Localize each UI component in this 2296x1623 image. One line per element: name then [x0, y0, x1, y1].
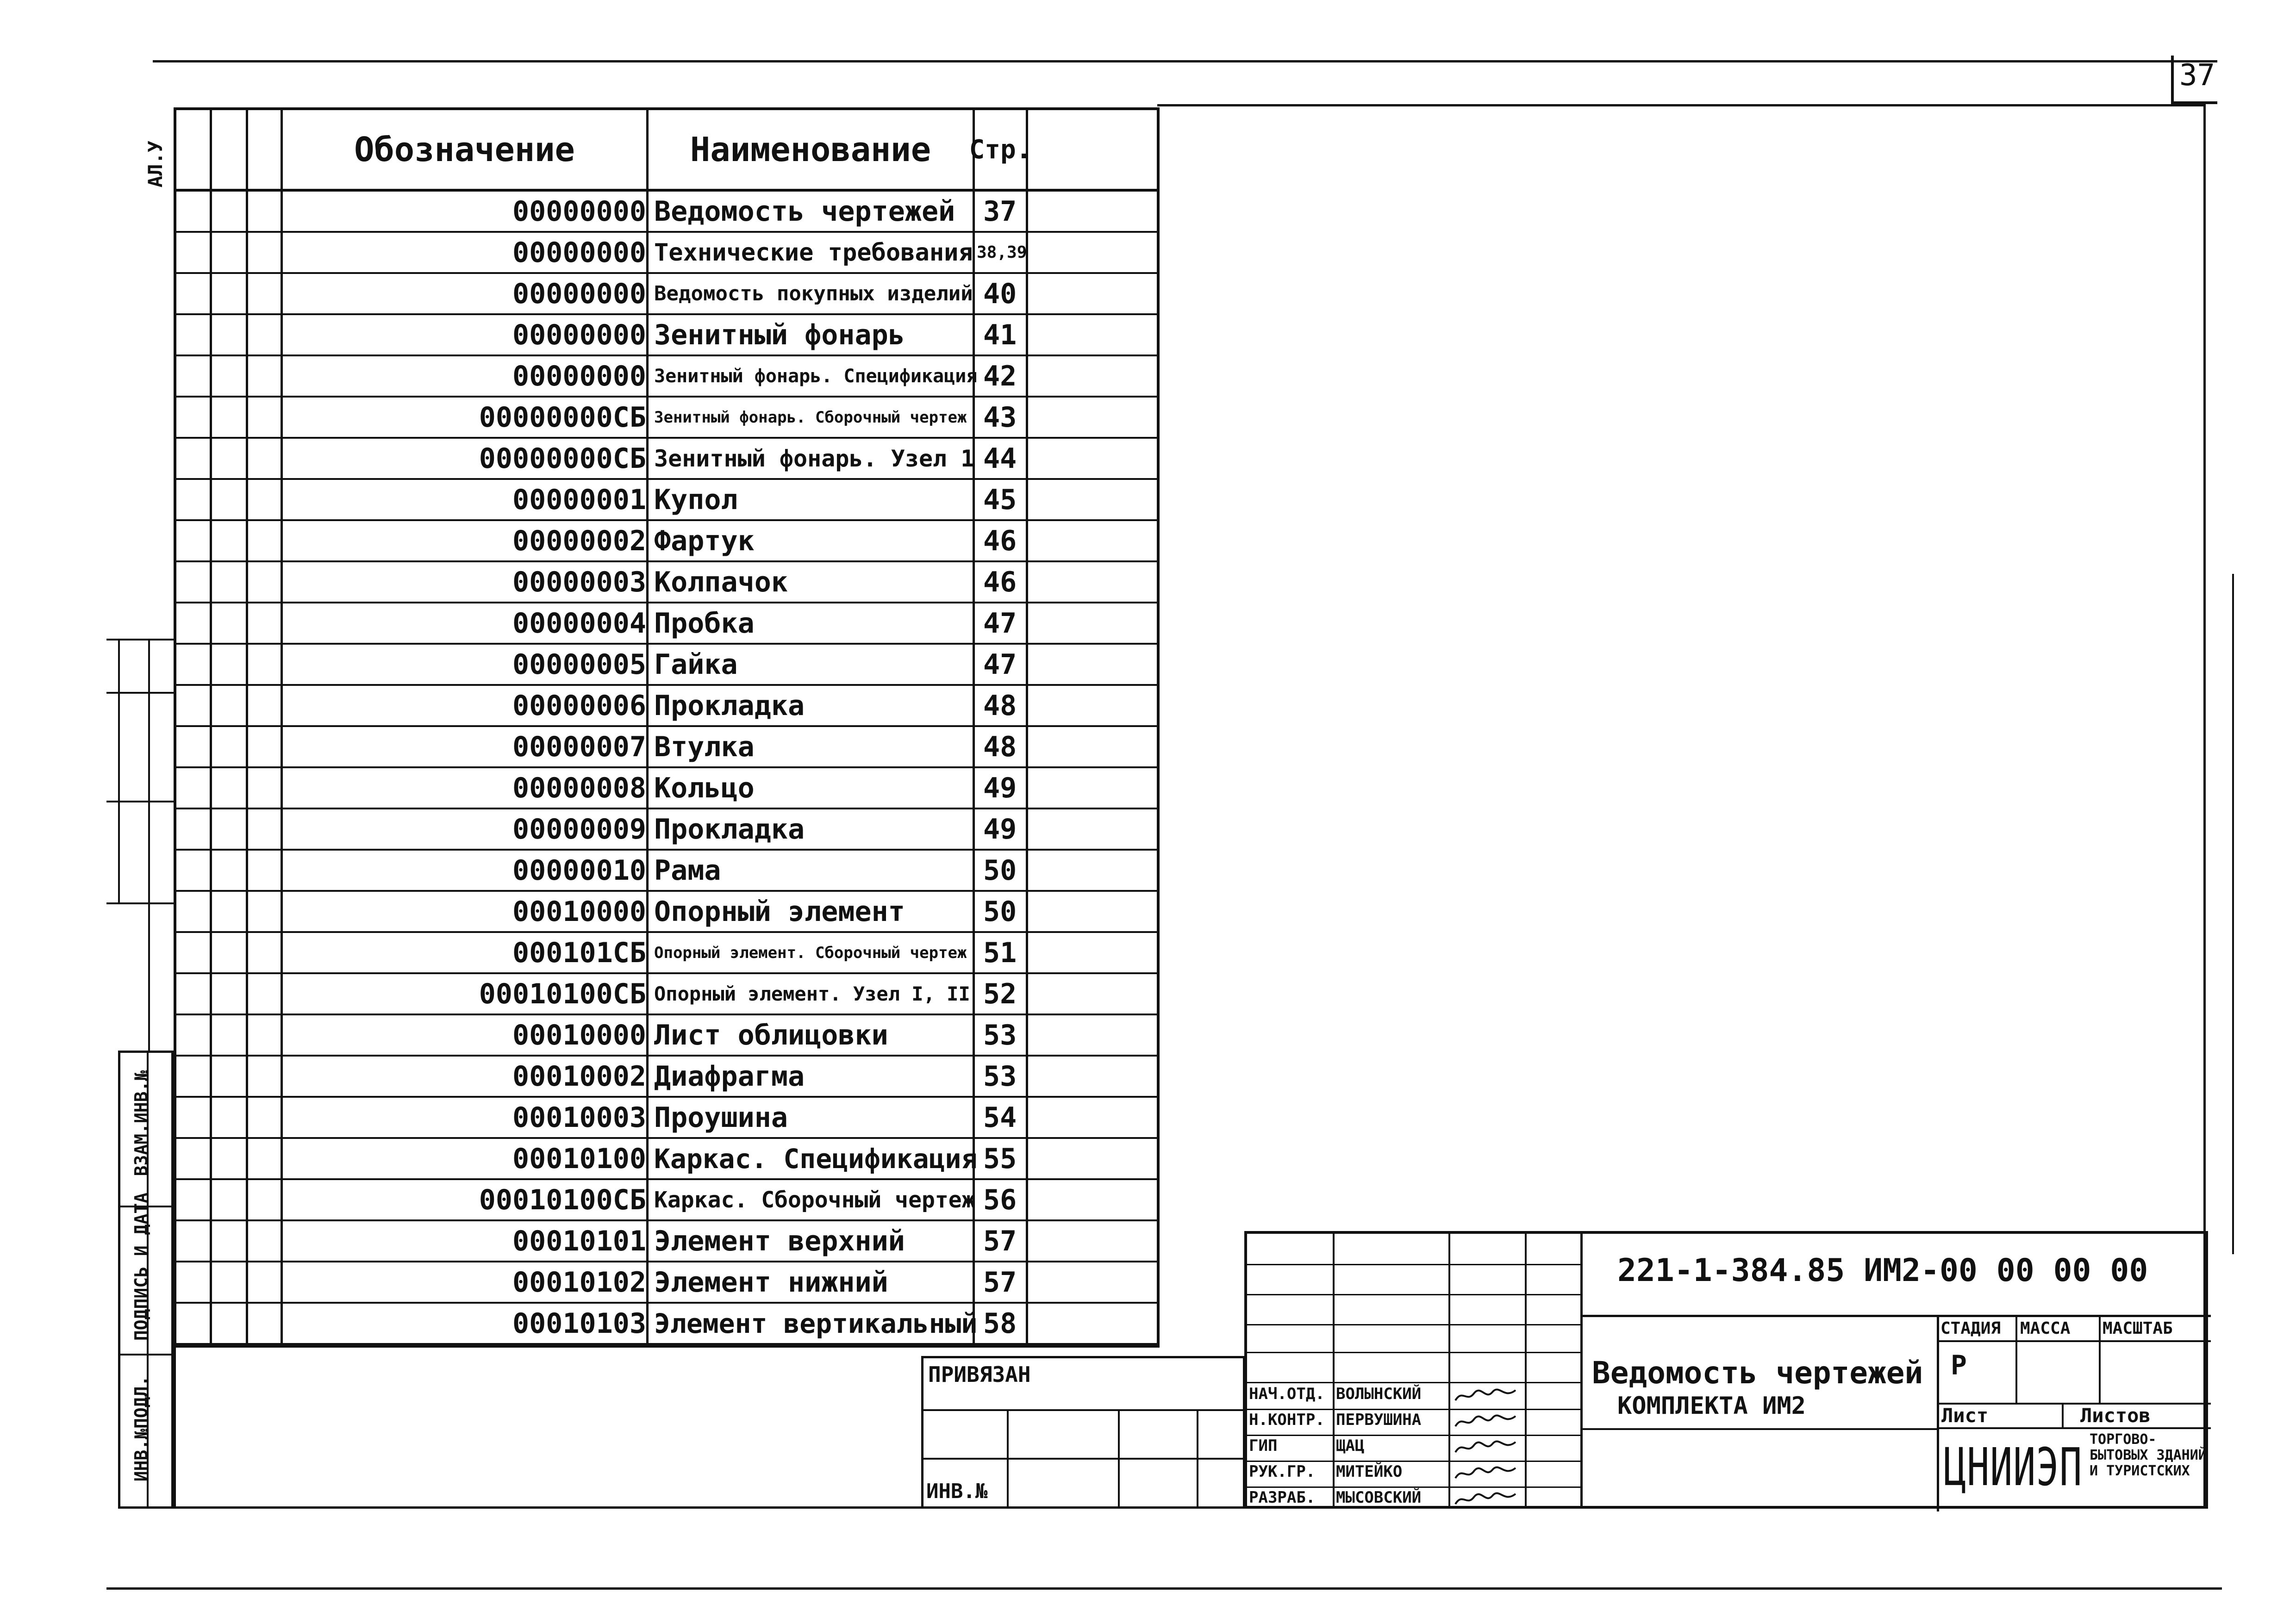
row-code: 00010000	[512, 895, 646, 928]
row-page: 53	[983, 1019, 1017, 1051]
signature-row-line	[1247, 1486, 1580, 1488]
margin-vertical	[148, 639, 150, 1051]
row-code: 00000000	[512, 195, 646, 228]
row-page: 55	[983, 1142, 1017, 1175]
table-row	[176, 768, 1157, 809]
signature-name: ВОЛЫНСКИЙ	[1336, 1385, 1422, 1403]
header-code: Обозначение	[354, 130, 575, 169]
row-page: 45	[983, 483, 1017, 516]
row-name: Втулка	[654, 730, 755, 763]
register-header	[176, 110, 1157, 192]
row-page: 53	[983, 1060, 1017, 1093]
org-name: ТОРГОВО-БЫТОВЫХ ЗДАНИЙ И ТУРИСТСКИХ	[2090, 1431, 2207, 1479]
tb-stage-line	[1937, 1427, 2211, 1429]
row-name: Ведомость покупных изделий	[654, 282, 973, 305]
row-name: Купол	[654, 483, 738, 516]
row-name: Лист облицовки	[654, 1019, 888, 1051]
row-page: 50	[983, 895, 1017, 928]
row-page: 47	[983, 648, 1017, 681]
title-line2: КОМПЛЕКТА ИМ2	[1617, 1392, 1806, 1420]
row-page: 48	[983, 730, 1017, 763]
tb-title-divider	[1937, 1315, 1939, 1511]
row-page: 38,39	[977, 243, 1027, 262]
margin-tick	[106, 902, 174, 904]
row-name: Зенитный фонарь	[654, 318, 905, 351]
signature-row-line	[1247, 1461, 1580, 1462]
row-name: Зенитный фонарь. Спецификация	[654, 365, 978, 387]
tb-stage-line	[1937, 1340, 2211, 1342]
row-page: 52	[983, 977, 1017, 1010]
row-page: 54	[983, 1101, 1017, 1134]
signature-name: ЩАЦ	[1336, 1436, 1365, 1455]
row-name: Элемент верхний	[654, 1225, 905, 1257]
row-code: 00000000	[512, 360, 646, 392]
row-name: Пробка	[654, 607, 755, 640]
table-row	[176, 1057, 1157, 1098]
row-code: 00000006	[512, 689, 646, 722]
signature-name: МИТЕЙКО	[1336, 1462, 1403, 1481]
row-page: 40	[983, 277, 1017, 310]
tb-divider	[1525, 1234, 1527, 1506]
row-code: 00000000	[512, 236, 646, 269]
margin-tick	[106, 639, 174, 640]
margin-vertical	[118, 639, 120, 902]
row-name: Кольцо	[654, 771, 755, 804]
title-line1: Ведомость чертежей	[1592, 1355, 1923, 1391]
row-name: Опорный элемент. Сборочный чертеж	[654, 943, 967, 962]
signature-role: НАЧ.ОТД.	[1249, 1385, 1325, 1403]
row-code: 00010002	[512, 1060, 646, 1093]
row-page: 42	[983, 360, 1017, 392]
frame-left-bottom	[174, 1344, 176, 1509]
row-page: 47	[983, 607, 1017, 640]
table-row	[176, 562, 1157, 603]
row-code: 000101СБ	[512, 936, 646, 969]
stamp-label-swap-inv: ВЗАМ.ИНВ.№	[131, 1070, 151, 1176]
binding-label: ПРИВЯЗАН	[928, 1362, 1031, 1387]
title-block	[1244, 1231, 2208, 1509]
row-name: Ведомость чертежей	[654, 195, 955, 228]
row-code: 00000007	[512, 730, 646, 763]
row-page: 51	[983, 936, 1017, 969]
row-name: Элемент вертикальный	[654, 1307, 978, 1339]
signature-name: МЫСОВСКИЙ	[1336, 1488, 1422, 1507]
table-row	[176, 686, 1157, 727]
table-row	[176, 974, 1157, 1015]
row-page: 57	[983, 1225, 1017, 1257]
side-stamp	[118, 1051, 174, 1509]
row-code: 00000010	[512, 854, 646, 887]
margin-tick	[106, 692, 174, 694]
tb-row-line	[1247, 1382, 1580, 1383]
row-name: Проушина	[654, 1101, 788, 1134]
handwritten-signature	[1453, 1490, 1518, 1509]
row-page: 56	[983, 1183, 1017, 1216]
table-row	[176, 1098, 1157, 1139]
sheet-label: Лист	[1941, 1404, 1989, 1427]
frame-outer-mark	[2232, 574, 2234, 1254]
row-code: 00000005	[512, 648, 646, 681]
row-page: 49	[983, 771, 1017, 804]
row-name: Опорный элемент	[654, 895, 905, 928]
page-number: 37	[2179, 58, 2215, 93]
row-name: Прокладка	[654, 689, 805, 722]
handwritten-signature	[1453, 1412, 1518, 1431]
table-row	[176, 1015, 1157, 1057]
stamp-label-signature-date: ПОДПИСЬ И ДАТА	[131, 1192, 151, 1341]
handwritten-signature	[1453, 1387, 1518, 1405]
row-name: Каркас. Сборочный чертеж	[654, 1187, 975, 1213]
binding-inv-label: ИНВ.№	[926, 1480, 988, 1503]
tb-sheet-divider	[2062, 1403, 2064, 1428]
table-row	[176, 1221, 1157, 1262]
row-code: 00000009	[512, 813, 646, 846]
row-name: Прокладка	[654, 813, 805, 846]
table-row	[176, 1139, 1157, 1180]
row-name: Каркас. Спецификация	[654, 1143, 978, 1175]
tb-row-line	[1247, 1352, 1580, 1353]
table-row	[176, 398, 1157, 439]
row-name: Фартук	[654, 524, 755, 557]
table-row	[176, 521, 1157, 562]
stage-value: Р	[1951, 1349, 1967, 1381]
tb-row-line	[1247, 1264, 1580, 1265]
row-code: 00010102	[512, 1266, 646, 1299]
tb-divider	[1333, 1234, 1335, 1506]
tb-divider	[1580, 1234, 1583, 1506]
row-code: 00000003	[512, 566, 646, 598]
row-page: 50	[983, 854, 1017, 887]
table-row	[176, 192, 1157, 233]
tb-row-line	[1247, 1294, 1580, 1295]
table-row	[176, 356, 1157, 398]
row-page: 46	[983, 524, 1017, 557]
row-code: 00010003	[512, 1101, 646, 1134]
table-row	[176, 315, 1157, 356]
header-page: Стр.	[969, 134, 1032, 165]
row-page: 41	[983, 318, 1017, 351]
row-page: 37	[983, 195, 1017, 228]
row-name: Колпачок	[654, 566, 788, 598]
mass-label: МАССА	[2020, 1319, 2071, 1338]
tb-stage-divider	[2015, 1315, 2017, 1403]
table-row	[176, 233, 1157, 274]
stamp-label-inv-original: ИНВ.№ПОДЛ.	[131, 1375, 151, 1482]
row-name: Рама	[654, 854, 721, 887]
row-page: 43	[983, 401, 1017, 434]
row-name: Зенитный фонарь. Узел 1	[654, 445, 975, 472]
handwritten-signature	[1453, 1464, 1518, 1483]
row-page: 48	[983, 689, 1017, 722]
tb-code-line	[1580, 1315, 2211, 1317]
row-code: 00010100СБ	[479, 1183, 646, 1216]
table-row	[176, 480, 1157, 521]
table-row	[176, 851, 1157, 892]
top-rule	[153, 60, 2217, 62]
signature-row-line	[1247, 1409, 1580, 1410]
tb-stage-divider	[2099, 1315, 2101, 1403]
row-code: 00010100	[512, 1142, 646, 1175]
signature-role: ГИП	[1249, 1436, 1278, 1455]
table-row	[176, 603, 1157, 645]
scale-label: МАСШТАБ	[2103, 1319, 2173, 1338]
row-code: 00000000СБ	[479, 401, 646, 434]
row-code: 00000000СБ	[479, 442, 646, 475]
row-code: 00000000	[512, 277, 646, 310]
bottom-rule	[106, 1587, 2222, 1590]
table-row	[176, 274, 1157, 315]
handwritten-signature	[1453, 1438, 1518, 1457]
row-code: 00000001	[512, 483, 646, 516]
margin-tick	[106, 801, 174, 802]
signature-role: Н.КОНТР.	[1249, 1411, 1325, 1429]
row-code: 00010100СБ	[479, 977, 646, 1010]
frame-top-edge	[1157, 104, 2206, 106]
table-row	[176, 727, 1157, 768]
row-page: 49	[983, 813, 1017, 846]
row-code: 00010101	[512, 1225, 646, 1257]
signature-name: ПЕРВУШИНА	[1336, 1411, 1422, 1429]
page-number-box	[2171, 56, 2217, 104]
binding-line	[923, 1409, 1243, 1411]
row-code: 00000002	[512, 524, 646, 557]
table-row	[176, 645, 1157, 686]
row-page: 44	[983, 442, 1017, 475]
header-name: Наименование	[690, 130, 931, 169]
table-row	[176, 1304, 1157, 1345]
table-row	[176, 439, 1157, 480]
signature-row-line	[1247, 1435, 1580, 1436]
signature-role: РУК.ГР.	[1249, 1462, 1316, 1481]
table-row	[176, 809, 1157, 851]
binding-divider	[1118, 1409, 1120, 1509]
row-name: Диафрагма	[654, 1060, 805, 1093]
binding-divider	[1197, 1409, 1198, 1509]
row-name: Гайка	[654, 648, 738, 681]
tb-divider	[1448, 1234, 1450, 1506]
row-page: 58	[983, 1307, 1017, 1340]
row-page: 46	[983, 566, 1017, 598]
sheets-label: Листов	[2080, 1404, 2151, 1427]
binding-block	[921, 1356, 1245, 1509]
table-row	[176, 1180, 1157, 1221]
row-code: 00000000	[512, 318, 646, 351]
row-name: Элемент нижний	[654, 1266, 888, 1299]
signature-role: РАЗРАБ.	[1249, 1488, 1316, 1507]
row-name: Опорный элемент. Узел I, II	[654, 983, 970, 1005]
row-code: 00000004	[512, 607, 646, 640]
tb-title-line	[1580, 1428, 1937, 1430]
stage-label: СТАДИЯ	[1940, 1319, 2001, 1338]
binding-line	[923, 1458, 1243, 1460]
row-name: Технические требования	[654, 238, 973, 267]
row-name: Зенитный фонарь. Сборочный чертеж	[654, 408, 967, 427]
table-row	[176, 933, 1157, 974]
row-page: 57	[983, 1266, 1017, 1299]
org-logo: ЦНИИЭП	[1944, 1437, 2083, 1498]
row-code: 00010103	[512, 1307, 646, 1340]
document-code: 221-1-384.85 ИМ2-00 00 00 00	[1617, 1252, 2148, 1289]
stamp-label-top: АЛ.У	[144, 140, 167, 188]
row-code: 00010000	[512, 1019, 646, 1051]
row-code: 00000008	[512, 771, 646, 804]
tb-row-line	[1247, 1324, 1580, 1325]
table-row	[176, 1262, 1157, 1304]
drawing-register-table	[174, 107, 1160, 1348]
binding-divider	[1007, 1409, 1009, 1509]
table-row	[176, 892, 1157, 933]
